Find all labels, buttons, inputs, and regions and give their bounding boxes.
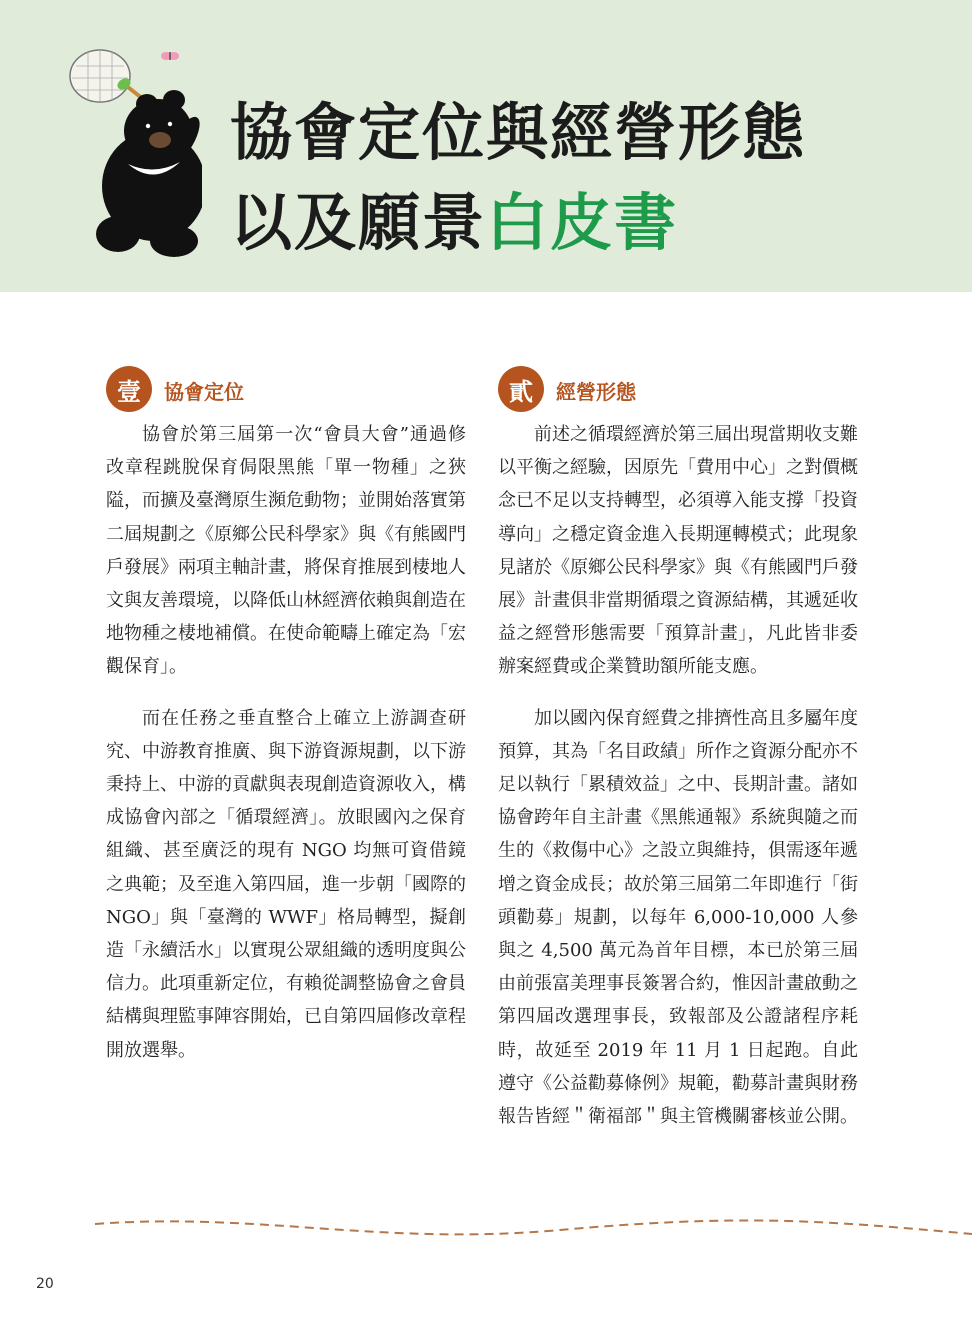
title-line-2-main: 以及願景 <box>230 186 487 259</box>
title-line-1: 協會定位與經營形態 <box>230 96 807 169</box>
section-operation-model <box>498 358 858 1151</box>
title-line-2 <box>230 178 806 268</box>
header-banner <box>0 0 972 292</box>
section-paragraph: 加以國內保育經費之排擠性高且多屬年度預算，其為「名目政績」所作之資源分配亦不足以執行「累積效益」之中、長期計畫。諸如協會跨年自主計畫《黑熊通報》系統與隨之而生的《救傷中心》之設立與維持，俱需逐年遞增之資金成長；故於第三屆第二年即進行「街頭勸募」規劃，以每年 6,000-10,000 人參與之 4,500 萬元為首年目標，本已於第三屆由前張富美理事長簽署合約，惟因計畫啟動之第四屆改選理事長，致報部及公證諸程序耗時，故延至 2019 年 11 月 1 日起跑。自此遵守《公益勸募條例》規範，勸募計畫與財務報告皆經＂衛福部＂與主管機關審核並公開。 <box>498 707 858 1128</box>
bear-with-net-illustration <box>62 36 202 266</box>
page-number: 20 <box>36 1276 54 1292</box>
section-heading <box>106 358 466 416</box>
title-line-2-accent: 白皮書 <box>486 186 679 259</box>
page-title <box>230 88 806 268</box>
section-paragraph: 而在任務之垂直整合上確立上游調查研究、中游教育推廣、與下游資源規劃，以下游秉持上、中游的貢獻與表現創造資源收入，構成協會內部之「循環經濟」。放眼國內之保育組織、甚至廣泛的現有 NGO 均無可資借鏡之典範；及至進入第四屆，進一步朝「國際的 NGO」與「臺灣的 WWF」格局轉型，擬創造「永續活水」以實現公眾組織的透明度與公信力。此項重新定位，有賴從調整協會之會員結構與理監事陣容開始，已自第四屆修改章程開放選舉。 <box>106 707 466 1061</box>
section-title: 協會定位 <box>164 380 244 404</box>
section-positioning <box>106 358 466 1085</box>
section-paragraph: 協會於第三屆第一次“會員大會”通過修改章程跳脫保育侷限黑熊「單一物種」之狹隘，而擴及臺灣原生瀕危動物；並開始落實第二屆規劃之《原鄉公民科學家》與《有熊國門戶發展》兩項主軸計畫，將保育推展到棲地人文與友善環境，以降低山林經濟依賴與創造在地物種之棲地補償。在使命範疇上確定為「宏觀保育」。 <box>106 424 466 678</box>
section-number-badge: 壹 <box>106 366 152 412</box>
section-paragraph: 前述之循環經濟於第三屆出現當期收支難以平衡之經驗，因原先「費用中心」之對價概念已不足以支持轉型，必須導入能支撐「投資導向」之穩定資金進入長期運轉模式；此現象見諸於《原鄉公民科學家》與《有熊國門戶發展》計畫俱非當期循環之資源結構，其遞延收益之經營形態需要「預算計畫」，凡此皆非委辦案經費或企業贊助額所能支應。 <box>498 424 858 678</box>
section-title: 經營形態 <box>556 380 636 404</box>
dashed-wave-divider <box>0 1200 972 1260</box>
section-heading <box>498 358 858 416</box>
section-number-badge: 貳 <box>498 366 544 412</box>
